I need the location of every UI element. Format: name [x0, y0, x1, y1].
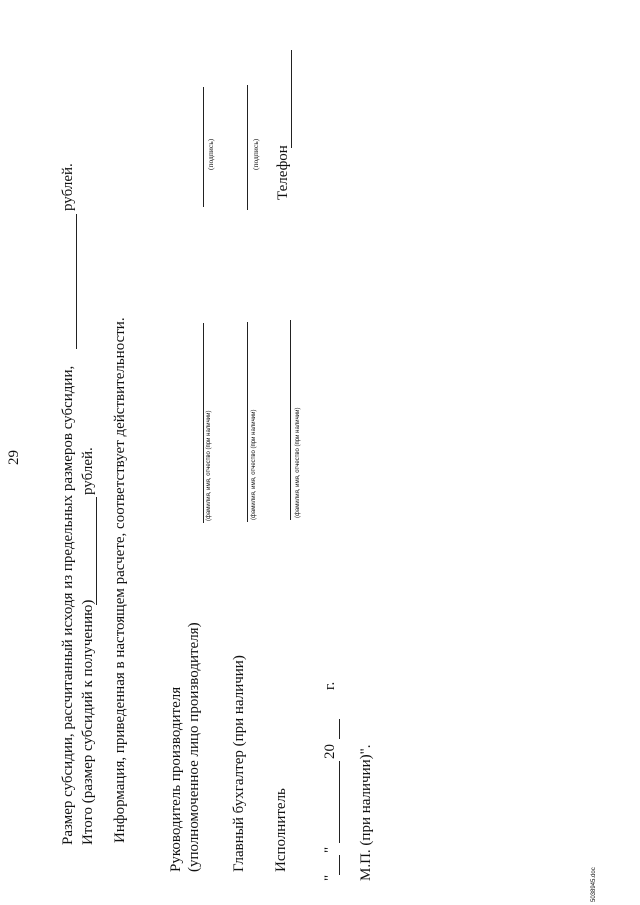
phone-label: Телефон — [275, 145, 291, 200]
head-label-line1: Руководитель производителя — [168, 686, 184, 872]
date-month-blank — [339, 761, 340, 843]
date-day-blank — [339, 855, 340, 875]
head-fio-line — [203, 323, 204, 523]
accountant-fio-caption: (фамилия, имя, отчество (при наличии) — [251, 409, 257, 520]
accountant-signature-caption: (подпись) — [251, 138, 260, 170]
subsidy-total-text: Итого (размер субсидий к получению) — [80, 599, 96, 845]
subsidy-size-text: Размер субсидии, рассчитанный исходя из предельных размеров субсидии, — [60, 365, 76, 845]
page-number: 29 — [6, 450, 22, 465]
phone-line — [291, 50, 292, 148]
date-century: 20 — [322, 744, 338, 759]
head-label-line2: (уполномоченное лицо производителя) — [186, 622, 202, 872]
subsidy-size-blank — [76, 214, 77, 349]
accountant-label: Главный бухгалтер (при наличии) — [231, 655, 247, 872]
date-quote-close: " — [322, 846, 338, 853]
date-year-blank — [339, 719, 340, 739]
date-year-suffix: г. — [322, 681, 338, 690]
accountant-signature-line — [247, 85, 248, 210]
executor-fio-line — [290, 320, 291, 520]
stamp-note: М.П. (при наличии)". — [358, 744, 374, 881]
head-signature-caption: (подпись) — [206, 138, 215, 170]
head-signature-line — [203, 87, 204, 207]
date-quote-open: " — [322, 874, 338, 881]
file-reference: 5038945.doc — [591, 867, 597, 902]
subsidy-size-unit: рублей. — [60, 163, 76, 211]
info-statement: Информация, приведенная в настоящем расчете, соответствует действительности. — [112, 317, 128, 843]
executor-fio-caption: (фамилия, имя, отчество (при наличии) — [295, 407, 301, 518]
subsidy-total-blank — [96, 497, 97, 605]
head-fio-caption: (фамилия, имя, отчество (при наличии) — [206, 410, 212, 521]
accountant-fio-line — [247, 322, 248, 522]
subsidy-total-unit: рублей. — [80, 447, 96, 495]
executor-label: Исполнитель — [273, 788, 289, 872]
